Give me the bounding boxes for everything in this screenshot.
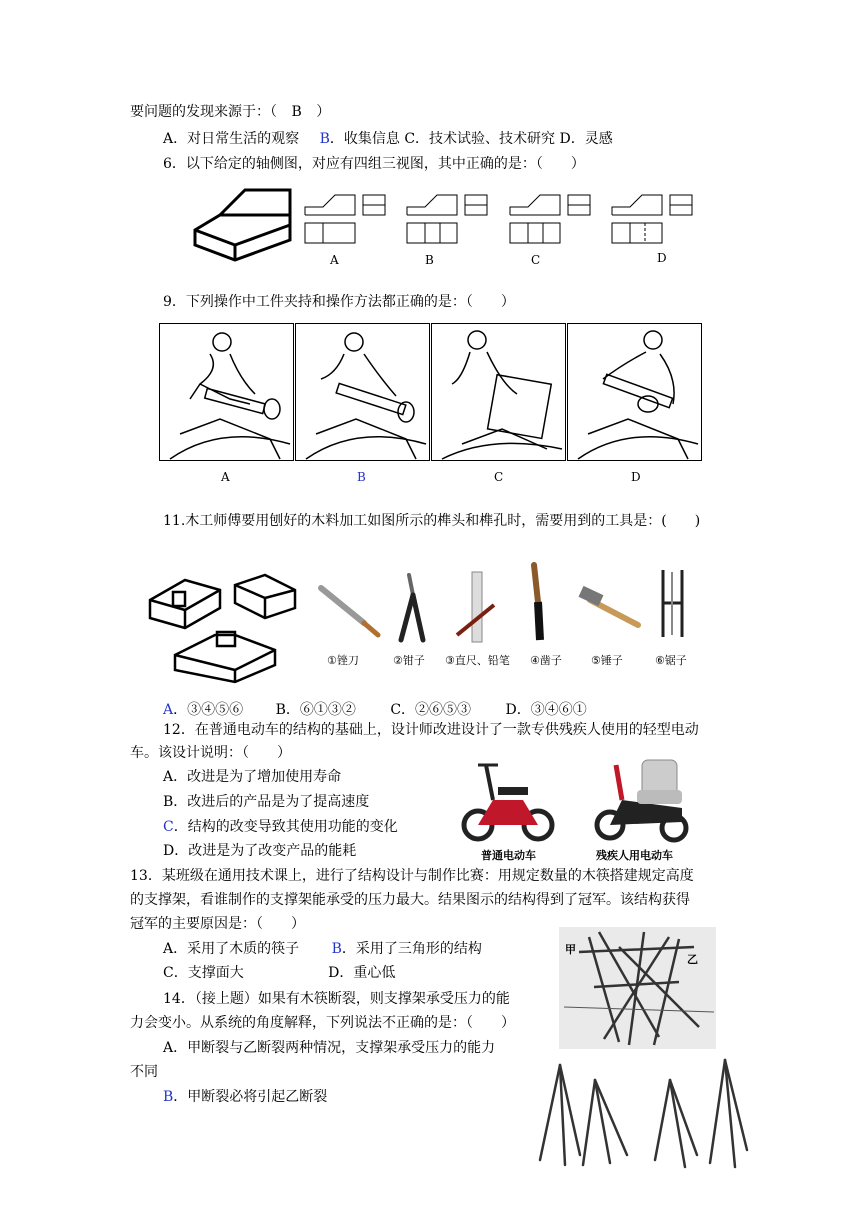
ruler-pencil-tool-icon [452,570,502,645]
q11-option-d: D．③④⑥① [505,702,587,718]
q13-option-b: ．采用了三角形的结构 [341,941,482,957]
q12-option-d: D．改进是为了改变产品的能耗 [163,843,357,859]
q13-line-3: 冠军的主要原因是：（ ） [130,916,305,932]
q13-options-row-1 [163,938,482,960]
saw-tool-icon [655,567,690,642]
q6-option-c-views [508,193,598,248]
intro-answer: B [291,104,302,120]
fig-label-yi: 乙 [687,953,698,966]
q6-option-d-views [610,193,700,248]
scooter-caption: 普通电动车 [481,849,536,862]
q9-label-b: B [357,470,366,484]
q11-options [163,699,587,721]
tool-caption-4: ④凿子 [530,654,562,667]
q11-joint-figure [145,570,305,685]
q12-line-2: 车。该设计说明：（ ） [130,745,291,761]
q14-option-b: B．甲断裂必将引起乙断裂 [163,1089,328,1105]
disabled-scooter-caption: 残疾人用电动车 [596,849,673,862]
q9-panel-d [567,323,702,461]
q9-panel-a [159,323,294,461]
q11-option-b: B．⑥①③② [275,702,356,718]
q12-option-c: C．结构的改变导致其使用功能的变化 [163,819,398,835]
q12-line-1: 12．在普通电动车的结构的基础上，设计师改进设计了一款专供残疾人使用的轻型电动 [163,722,699,738]
intro-option-b-letter: B [319,131,330,147]
q14-option-a-line-1: A．甲断裂与乙断裂两种情况，支撑架承受压力的能力 [163,1040,496,1056]
tripod-variants-figure [535,1055,750,1170]
q12-option-b: B．改进后的产品是为了提高速度 [163,794,370,810]
scooter-image [458,755,558,845]
file-tool-icon [316,578,386,643]
q11-option-a-letter: A [163,702,174,718]
q9-panel-b [295,323,430,461]
q11-text: 11.木工师傅要用刨好的木料加工如图所示的榫头和榫孔时，需要用到的工具是：( ) [163,513,701,529]
q13-option-c: C．支撑面大 [163,965,244,981]
q11-option-a: ．③④⑤⑥ [173,702,244,718]
q13-line-1: 13．某班级在通用技术课上，进行了结构设计与制作比赛：用规定数量的木筷搭建规定高度 [130,868,694,884]
chopstick-structure-photo [559,927,716,1049]
disabled-scooter-image [592,750,692,845]
tool-caption-5: ⑤锤子 [591,654,623,667]
q13-line-2: 的支撑架，看谁制作的支撑架能承受的压力最大。结果图示的结构得到了冠军。该结构获得 [130,892,690,908]
pliers-tool-icon [391,570,431,645]
hammer-tool-icon [578,585,643,635]
q14-option-a-line-2: 不同 [130,1064,158,1080]
intro-option-a: A．对日常生活的观察 [163,131,300,147]
q6-option-b-views [405,193,495,248]
q13-options-row-2 [163,962,395,984]
fig-label-jia: 甲 [565,943,576,956]
tool-caption-1: ①锉刀 [327,654,359,667]
q6-label-c: C [531,253,541,267]
intro-option-rest: ．收集信息 C．技术试验、技术研究 D．灵感 [329,131,613,147]
q11-option-c: C．②⑥⑤③ [390,702,472,718]
q6-label-a: A [330,253,339,267]
q13-option-b-letter: B [331,941,342,957]
tool-caption-2: ②钳子 [393,654,425,667]
q6-option-a-views [303,193,393,248]
q9-label-a: A [221,470,230,484]
q13-option-a: A．采用了木质的筷子 [163,941,300,957]
q14-line-1: 14．（接上题）如果有木筷断裂，则支撑架承受压力的能 [163,991,510,1007]
q6-isometric-figure [190,185,300,265]
q13-option-d: D．重心低 [328,965,396,981]
q9-text: 9．下列操作中工件夹持和操作方法都正确的是：（ ） [163,294,515,310]
intro-options [163,128,613,150]
q6-label-d: D [657,251,667,265]
q12-option-a: A．改进是为了增加使用寿命 [163,769,342,785]
chisel-tool-icon [520,562,555,644]
intro-question: 要问题的发现来源于：（ B ） [130,104,331,120]
q6-text: 6．以下给定的轴侧图，对应有四组三视图，其中正确的是：（ ） [163,156,585,172]
q9-label-d: D [631,470,641,484]
tool-caption-6: ⑥锯子 [655,654,687,667]
q14-line-2: 力会变小。从系统的角度解释，下列说法不正确的是：（ ） [130,1015,515,1031]
tool-caption-3: ③直尺、铅笔 [445,654,510,667]
q9-panel-c [431,323,566,461]
q9-label-c: C [494,470,504,484]
q6-label-b: B [425,253,434,267]
